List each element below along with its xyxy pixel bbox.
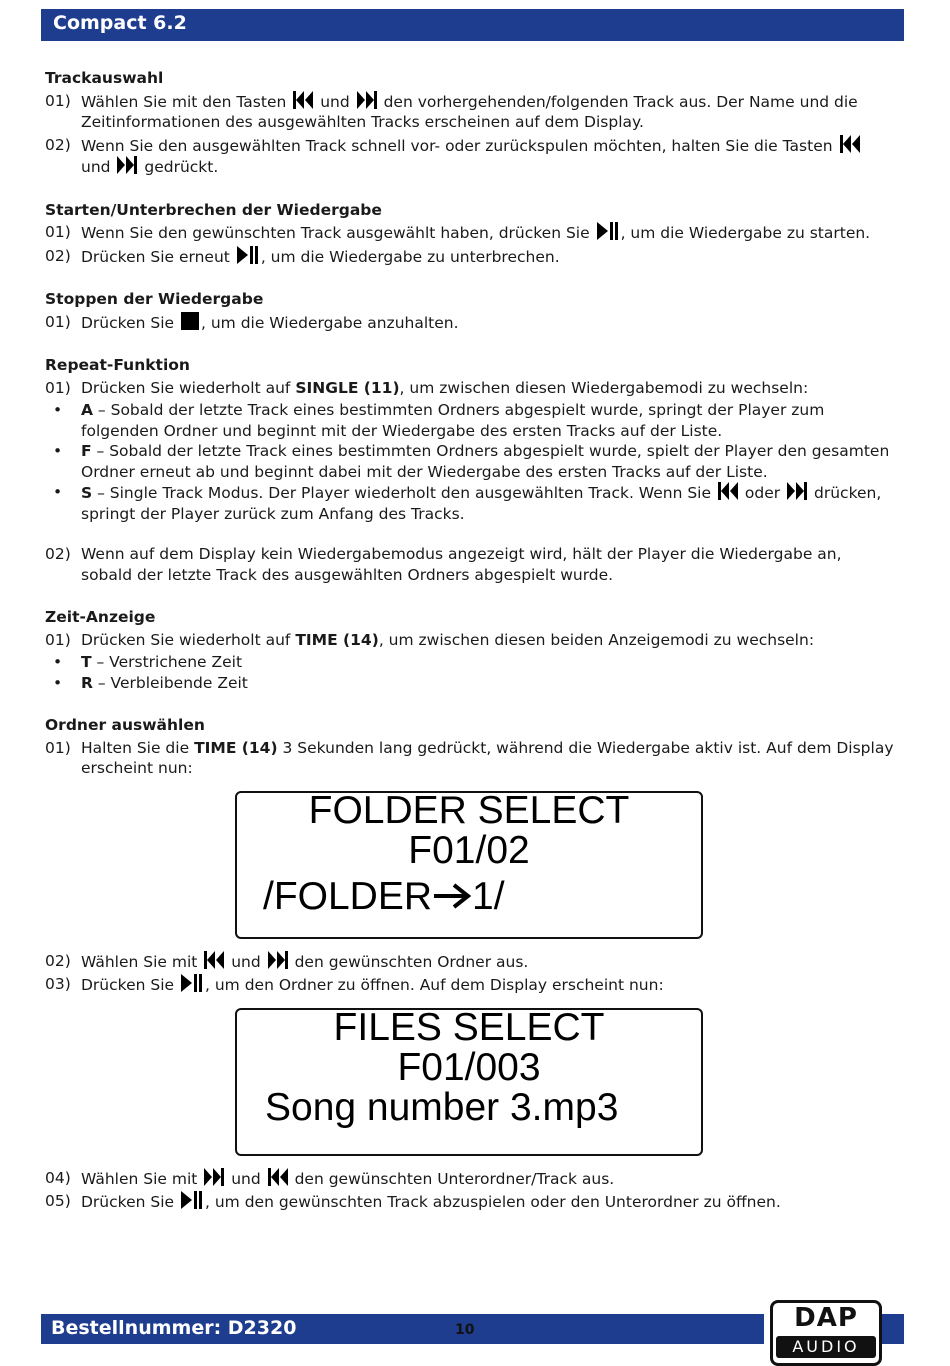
- prev-track-icon: [840, 135, 860, 153]
- bullet-item: • R – Verbleibende Zeit: [45, 673, 895, 694]
- play-pause-icon: [597, 222, 619, 240]
- next-track-icon: [357, 91, 377, 109]
- prev-track-icon: [268, 1168, 288, 1186]
- prev-track-icon: [204, 951, 224, 969]
- prev-track-icon: [293, 91, 313, 109]
- manual-content: [45, 68, 895, 1235]
- list-item: 01) Drücken Sie , um die Wiedergabe anzuhalten.: [45, 312, 459, 332]
- play-pause-icon: [237, 246, 259, 264]
- next-track-icon: [787, 482, 807, 500]
- section-heading: Starten/Unterbrechen der Wiedergabe: [45, 200, 382, 219]
- section-heading: Trackauswahl: [45, 69, 164, 87]
- section-zeit: [45, 607, 895, 693]
- order-number: Bestellnummer: D2320: [51, 1317, 297, 1339]
- list-item: 05) Drücken Sie , um den gewünschten Track abzuspielen oder den Unterordner zu öffnen.: [45, 1192, 781, 1211]
- play-pause-icon: [181, 1191, 203, 1209]
- lcd-display-folder: FOLDER SELECT F01/02 /FOLDER 1/: [235, 791, 703, 939]
- header-title: Compact 6.2: [53, 12, 187, 34]
- bullet-item: • S – Single Track Modus. Der Player wiederholt den ausgewählten Track. Wenn Sie oder drücken, springt der Player zurück zum Anfang des Tracks.: [45, 482, 895, 524]
- list-item: 02) Wählen Sie mit und den gewünschten Ordner aus.: [45, 951, 529, 971]
- list-item: 02) Wenn auf dem Display kein Wiedergabemodus angezeigt wird, hält der Player die Wiedergabe an, sobald der letzte Track des ausgewählten Ordners abgespielt wurde.: [45, 545, 842, 584]
- section-heading: Ordner auswählen: [45, 716, 205, 734]
- list-item: 01) Wenn Sie den gewünschten Track ausgewählt haben, drücken Sie , um die Wiedergabe zu starten.: [45, 223, 871, 242]
- section-ordner: [45, 715, 895, 1213]
- section-heading: Repeat-Funktion: [45, 356, 190, 374]
- list-item: 01) Drücken Sie wiederholt auf SINGLE (11), um zwischen diesen Wiedergabemodi zu wechseln:: [45, 378, 809, 397]
- next-track-icon: [268, 951, 288, 969]
- list-item: 02) Drücken Sie erneut , um die Wiedergabe zu unterbrechen.: [45, 246, 560, 266]
- arrow-right-icon: [432, 881, 472, 911]
- section-wiedergabe: [45, 200, 895, 268]
- page-number: 10: [455, 1322, 475, 1338]
- list-item: 01) Drücken Sie wiederholt auf TIME (14), um zwischen diesen beiden Anzeigemodi zu wechseln:: [45, 630, 815, 649]
- footer-bar: [41, 1314, 764, 1344]
- dap-audio-logo: DAP AUDIO: [770, 1300, 882, 1366]
- list-item: 03) Drücken Sie , um den Ordner zu öffnen. Auf dem Display erscheint nun:: [45, 975, 664, 994]
- list-item: 01) Wählen Sie mit den Tasten und den vorhergehenden/folgenden Track aus. Der Name und die Zeitinformationen des ausgewählten Tracks erscheinen auf dem Display.: [45, 91, 858, 131]
- section-stoppen: [45, 289, 895, 333]
- section-heading: Zeit-Anzeige: [45, 608, 156, 626]
- bullet-item: • A – Sobald der letzte Track eines bestimmten Ordners abgespielt wurde, springt der Player zum folgenden Ordner und beginnt mit der Wiedergabe des ersten Tracks auf der Liste.: [45, 400, 895, 441]
- stop-icon: [181, 312, 199, 330]
- list-item: 02) Wenn Sie den ausgewählten Track schnell vor- oder zurückspulen möchten, halten Sie die Tasten und gedrückt.: [45, 135, 895, 178]
- footer-accent: [880, 1314, 904, 1344]
- section-repeat: [45, 355, 895, 585]
- prev-track-icon: [718, 482, 738, 500]
- next-track-icon: [204, 1168, 224, 1186]
- lcd-display-files: FILES SELECT F01/003 Song number 3.mp3: [235, 1008, 703, 1156]
- header-bar: [41, 9, 904, 41]
- bullet-item: • F – Sobald der letzte Track eines bestimmten Ordners abgespielt wurde, spielt der Player den gesamten Ordner erneut ab und beginnt dabei mit der Wiedergabe des ersten Tracks auf der Liste.: [45, 441, 895, 482]
- section-heading: Stoppen der Wiedergabe: [45, 290, 264, 308]
- bullet-item: • T – Verstrichene Zeit: [45, 652, 895, 673]
- list-item: 01) Halten Sie die TIME (14) 3 Sekunden lang gedrückt, während die Wiedergabe aktiv ist. Auf dem Display erscheint nun:: [45, 738, 894, 777]
- next-track-icon: [117, 156, 137, 174]
- list-item: 04) Wählen Sie mit und den gewünschten Unterordner/Track aus.: [45, 1168, 615, 1188]
- play-pause-icon: [181, 974, 203, 992]
- section-trackauswahl: [45, 68, 895, 178]
